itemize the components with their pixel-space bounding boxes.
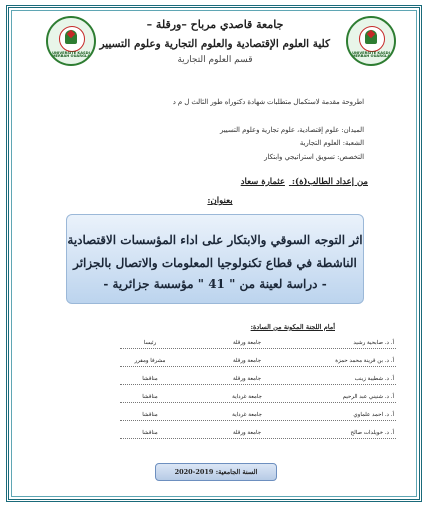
thesis-title-box: [66, 214, 364, 304]
logo-caption: UNIVERSITE KASDI MERBAH OUARGLA: [51, 50, 90, 59]
thesis-specialty: التخصص: تسويق استراتيجي وابتكار: [264, 153, 364, 161]
member-university: جامعة ورقلة: [232, 340, 262, 346]
thesis-statement: اطروحة مقدمة لاستكمال متطلبات شهادة دكتوراه طور الثالث ل م د: [172, 98, 364, 106]
author-label: من إعداد الطالب(ة):: [291, 177, 368, 187]
dotted-separator: [120, 438, 396, 439]
author-line: [241, 177, 368, 187]
committee-row: [22, 338, 394, 350]
author-name: عثمارة سعاد: [240, 177, 285, 187]
university-name: جامعة قاصدي مرباح –ورقلة –: [146, 18, 284, 31]
member-university: جامعة ورقلة: [232, 376, 262, 382]
member-role: رئيسا: [143, 340, 157, 346]
committee-row: [22, 428, 394, 440]
thesis-title-line-2: الناشطة في قطاع تكنولوجيا المعلومات والاتصال بالجزائر: [73, 256, 357, 270]
dotted-separator: [120, 348, 396, 349]
committee-label: أمام اللجنة المكونة من السادة:: [250, 323, 335, 331]
member-name: أ. د. خويلدات صالح: [350, 430, 394, 436]
university-logo-left: [46, 16, 96, 66]
member-university: جامعة غرداية: [232, 412, 262, 418]
member-name: أ. د. شنيني عبد الرحيم: [342, 394, 394, 400]
member-university: جامعة ورقلة: [232, 358, 262, 364]
faculty-name: كلية العلوم الإقتصادية والعلوم التجارية وعلوم التسيير: [99, 38, 330, 50]
member-role: مناقشا: [142, 430, 158, 436]
member-role: مشرفا ومقرر: [134, 358, 166, 364]
member-name: أ. د. شطيبة زينب: [354, 376, 394, 382]
committee-row: [22, 392, 394, 404]
dotted-separator: [120, 384, 396, 385]
member-name: أ. د. بن قرينة محمد حمزة: [335, 358, 394, 364]
member-role: مناقشا: [142, 394, 158, 400]
logo-caption: UNIVERSITE KASDI MERBAH OUARGLA: [351, 50, 390, 59]
member-university: جامعة ورقلة: [232, 430, 262, 436]
university-logo-right: [346, 16, 396, 66]
member-university: جامعة غرداية: [232, 394, 262, 400]
thesis-title-line-1: اثر التوجه السوقي والابتكار على اداء المؤسسات الاقتصادية: [67, 233, 363, 247]
member-name: أ. د. احمد علماوي: [353, 412, 394, 418]
thesis-branch: الشعبة: العلوم التجارية: [299, 139, 364, 147]
committee-row: [22, 356, 394, 368]
thesis-title-line-3: - دراسة لعينة من " 41 " مؤسسة جزائرية -: [103, 277, 327, 291]
thesis-field: الميدان: علوم إقتصادية، علوم تجارية وعلوم التسيير: [219, 126, 364, 134]
subject-label: بعنوان:: [207, 196, 233, 206]
member-role: مناقشا: [142, 412, 158, 418]
dotted-separator: [120, 420, 396, 421]
committee-row: [22, 374, 394, 386]
member-role: مناقشا: [142, 376, 158, 382]
academic-year: السنة الجامعية: 2019-2020: [155, 463, 277, 481]
dotted-separator: [120, 366, 396, 367]
dotted-separator: [120, 402, 396, 403]
committee-row: [22, 410, 394, 422]
department-name: قسم العلوم التجارية: [177, 55, 253, 65]
member-name: أ. د. صابحية رشيد: [353, 340, 394, 346]
